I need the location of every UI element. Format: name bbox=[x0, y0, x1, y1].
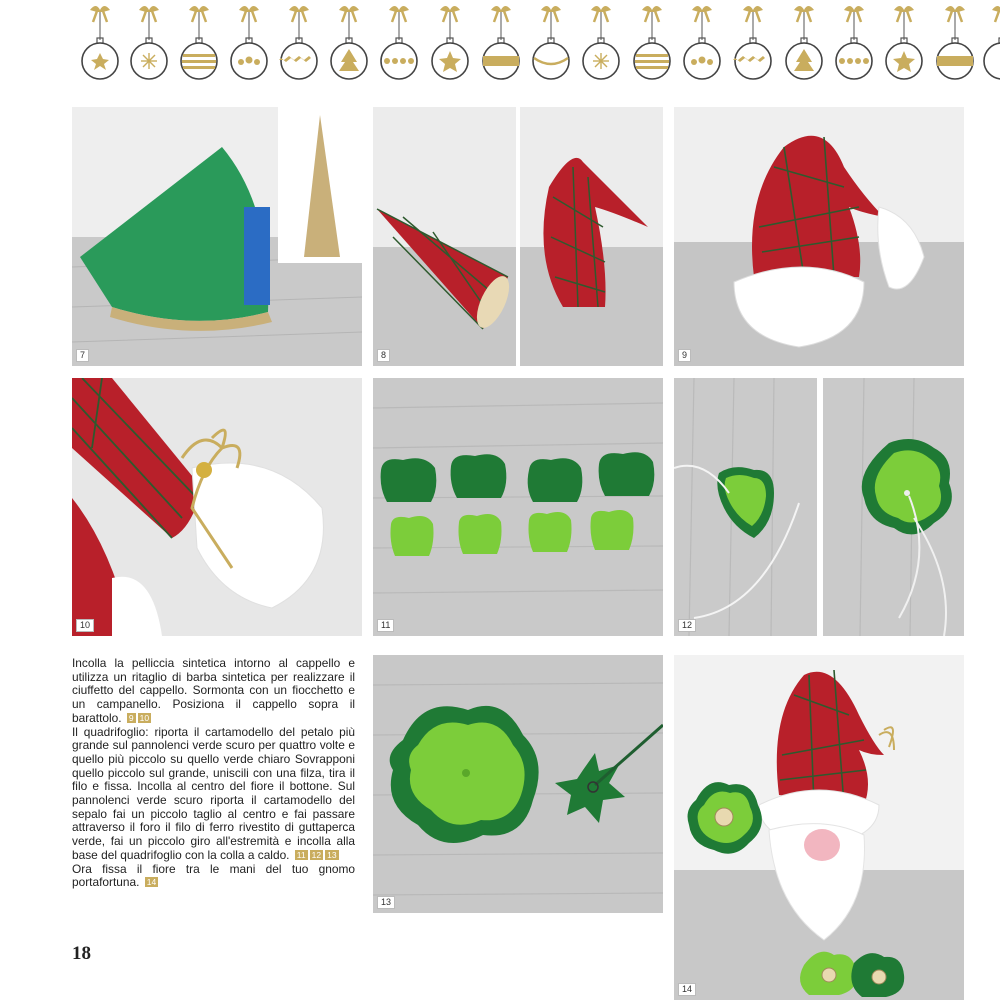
ornament-row bbox=[82, 6, 1000, 79]
step-number: 12 bbox=[678, 619, 696, 632]
step-number: 8 bbox=[377, 349, 390, 362]
step-number: 11 bbox=[377, 619, 394, 632]
ornament-garland bbox=[0, 0, 1000, 95]
step-ref-tag: 14 bbox=[146, 877, 157, 888]
photo-step-10 bbox=[72, 378, 362, 636]
step-number: 7 bbox=[76, 349, 89, 362]
step-ref-tag: 13 bbox=[327, 849, 337, 860]
photo-step-7 bbox=[72, 107, 362, 366]
step-ref-tag: 12 bbox=[311, 849, 322, 860]
step-number: 10 bbox=[76, 619, 94, 632]
photo-step-9 bbox=[674, 107, 964, 366]
photo-step-11 bbox=[373, 378, 663, 636]
photo-step-13 bbox=[373, 655, 663, 913]
page-number: 18 bbox=[72, 943, 91, 964]
step-ref-tag: 9 bbox=[128, 712, 134, 723]
photo-step-12 bbox=[674, 378, 964, 636]
paragraph-finish: Ora fissa il fiore tra le mani del tuo gnomo portafortuna. 14 bbox=[72, 861, 355, 890]
step-ref-tag: 10 bbox=[139, 712, 150, 723]
photo-step-14 bbox=[674, 655, 964, 1000]
paragraph-clover: Il quadrifoglio: riporta il cartamodello del petalo più grande sul pannolenci verde scuro per quattro volte e quello più piccolo su quello verde chiaro Sovrapponi quello piccolo sul grande, uniscili con una filza, tira il filo e fissa. Incolla al centro del fiore il bottone. Sul pannolenci verde scuro riporta il cartamodello del sepalo fai un piccolo taglio al centro e fai passare attraverso il foro il filo di ferro rivestito di guttaperca verde, fai un piccolo giro all'estremità e incolla alla base del quadrifoglio con la colla a caldo. 11 12 13 bbox=[72, 724, 355, 862]
step-number: 14 bbox=[678, 983, 696, 996]
photo-step-8 bbox=[373, 107, 663, 366]
step-number: 13 bbox=[377, 896, 395, 909]
instructions-text bbox=[72, 657, 355, 890]
step-number: 9 bbox=[678, 349, 691, 362]
step-ref-tag: 11 bbox=[296, 849, 306, 860]
paragraph-hat-assembly: Incolla la pelliccia sintetica intorno al cappello e utilizza un ritaglio di barba sintetica per realizzare il ciuffetto del cappello. Sormonta con un fiocchetto e un campanello. Posiziona il cappello sopra il barattolo. 9 10 bbox=[72, 656, 355, 725]
green-cone bbox=[80, 147, 268, 321]
